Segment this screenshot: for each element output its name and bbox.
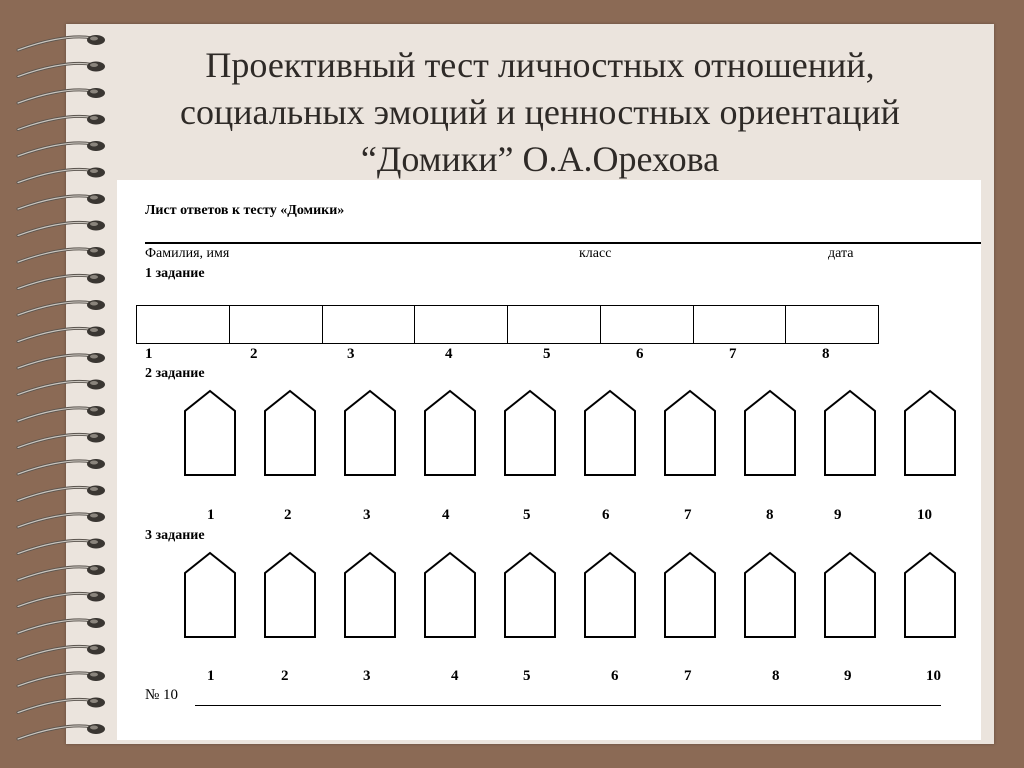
task-3-number: 5: [523, 668, 531, 684]
house-outline[interactable]: [423, 551, 477, 639]
house-outline[interactable]: [423, 389, 477, 477]
house-outline[interactable]: [663, 551, 717, 639]
task-10-label: № 10: [145, 687, 179, 703]
house-outline[interactable]: [263, 551, 317, 639]
task-1-number: 1: [145, 346, 153, 362]
task-2-number: 5: [523, 507, 531, 523]
house-outline[interactable]: [583, 551, 637, 639]
task-1-label: 1 задание: [145, 266, 205, 281]
house-outline[interactable]: [743, 551, 797, 639]
answer-cell[interactable]: [137, 306, 230, 343]
answer-cell[interactable]: [786, 306, 878, 343]
task-2-number: 4: [442, 507, 450, 523]
task-2-label: 2 задание: [145, 366, 205, 381]
answer-cell[interactable]: [694, 306, 787, 343]
house-outline[interactable]: [903, 551, 957, 639]
house-outline[interactable]: [183, 551, 237, 639]
task-3-number: 6: [611, 668, 619, 684]
task-3-number: 1: [207, 668, 215, 684]
house-outline[interactable]: [583, 389, 637, 477]
task-2-number: 7: [684, 507, 692, 523]
answer-cell[interactable]: [323, 306, 416, 343]
house-outline[interactable]: [823, 389, 877, 477]
name-field-label: Фамилия, имя: [145, 246, 230, 261]
house-outline[interactable]: [903, 389, 957, 477]
slide-title: [120, 42, 960, 183]
spiral-binding: [10, 32, 120, 742]
task-2-number: 1: [207, 507, 215, 523]
house-outline[interactable]: [503, 389, 557, 477]
answer-sheet: [117, 180, 981, 740]
task-1-number: 4: [445, 346, 453, 362]
task-3-label: 3 задание: [145, 528, 205, 543]
task-3-number: 4: [451, 668, 459, 684]
title-divider: [145, 242, 981, 244]
task-3-number: 9: [844, 668, 852, 684]
task-1-number: 3: [347, 346, 355, 362]
answer-cell[interactable]: [601, 306, 694, 343]
title-line-1: Проективный тест личностных отношений,: [205, 45, 875, 85]
task-1-number: 8: [822, 346, 830, 362]
task-1-number: 7: [729, 346, 737, 362]
house-outline[interactable]: [263, 389, 317, 477]
task-3-number: 7: [684, 668, 692, 684]
house-outline[interactable]: [183, 389, 237, 477]
task-2-number: 2: [284, 507, 292, 523]
answer-cell[interactable]: [508, 306, 601, 343]
task-1-cells: [136, 305, 879, 344]
house-outline[interactable]: [343, 389, 397, 477]
task-1-number: 5: [543, 346, 551, 362]
task-10-answer-line[interactable]: [195, 705, 941, 706]
answer-cell[interactable]: [230, 306, 323, 343]
title-line-2: социальных эмоций и ценностных ориентаций: [180, 92, 900, 132]
task-3-number: 10: [926, 668, 941, 684]
title-line-3: “Домики” О.А.Орехова: [360, 139, 720, 179]
task-2-number: 10: [917, 507, 932, 523]
class-field-label: класс: [579, 246, 612, 261]
task-3-number: 8: [772, 668, 780, 684]
house-outline[interactable]: [503, 551, 557, 639]
house-outline[interactable]: [663, 389, 717, 477]
answer-cell[interactable]: [415, 306, 508, 343]
task-3-number: 3: [363, 668, 371, 684]
task-2-number: 6: [602, 507, 610, 523]
sheet-title: Лист ответов к тесту «Домики»: [145, 203, 345, 218]
task-1-number: 2: [250, 346, 258, 362]
house-outline[interactable]: [343, 551, 397, 639]
task-2-number: 8: [766, 507, 774, 523]
task-1-number: 6: [636, 346, 644, 362]
date-field-label: дата: [828, 246, 854, 261]
house-outline[interactable]: [823, 551, 877, 639]
task-2-number: 9: [834, 507, 842, 523]
task-2-number: 3: [363, 507, 371, 523]
house-outline[interactable]: [743, 389, 797, 477]
task-3-number: 2: [281, 668, 289, 684]
